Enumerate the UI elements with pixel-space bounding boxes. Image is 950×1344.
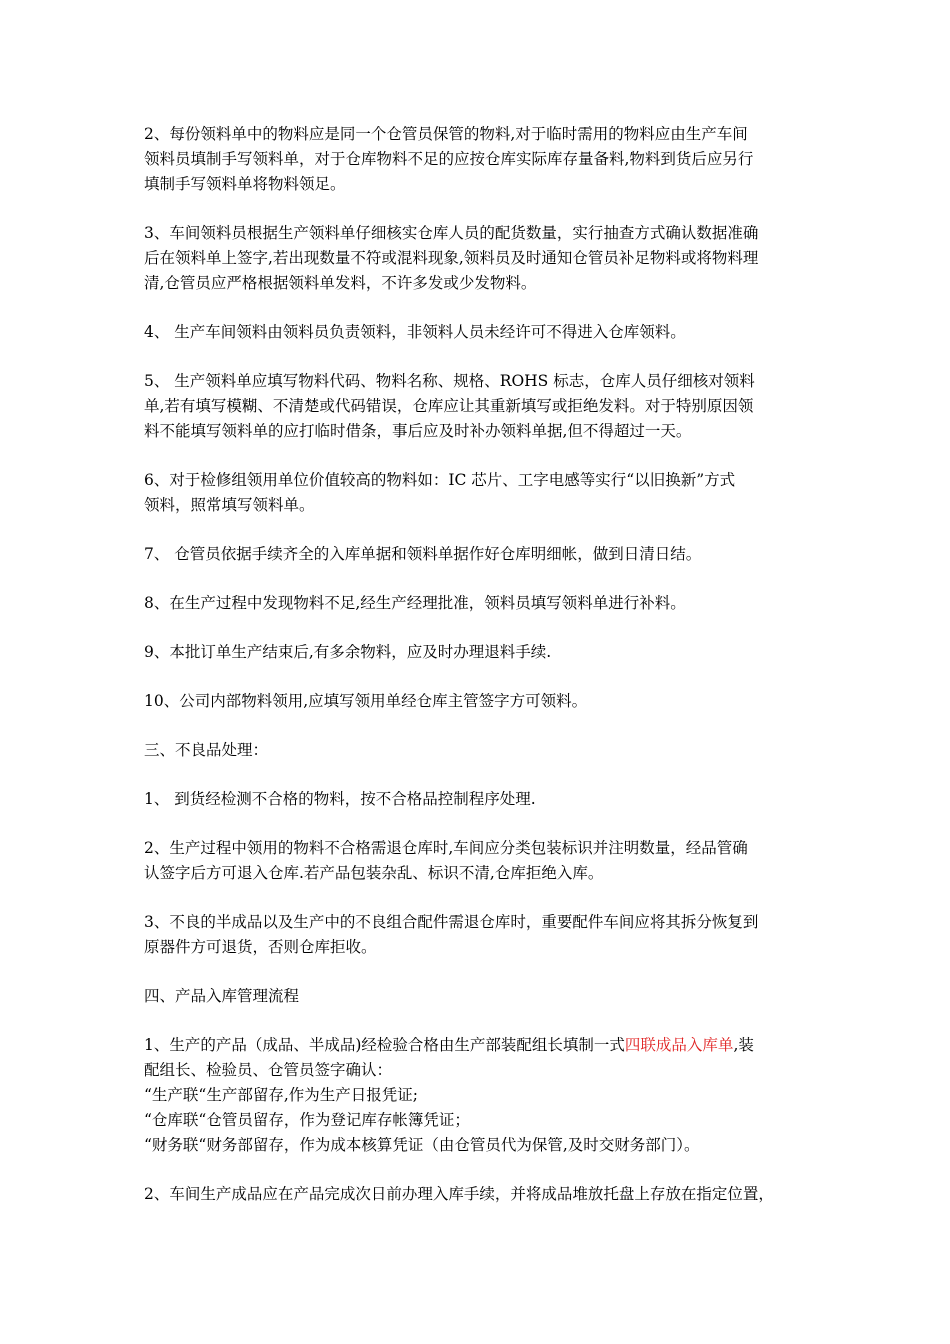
paragraph-line: 清,仓管员应严格根据领料单发料，不许多发或少发物料。 [144, 274, 537, 292]
paragraph [144, 369, 816, 444]
paragraph [144, 836, 816, 886]
paragraph-line: “仓库联“仓管员留存，作为登记库存帐簿凭证； [144, 1111, 470, 1129]
inline-text: ,装 [733, 1036, 754, 1054]
paragraph-line: 2、生产过程中领用的物料不合格需退仓库时,车间应分类包装标识并注明数量，经品管确 [144, 839, 748, 857]
paragraph-finished-goods [144, 1182, 816, 1207]
paragraph [144, 640, 816, 665]
paragraph-line: 三、不良品处理： [144, 741, 269, 759]
paragraph-line: 9、本批订单生产结束后,有多余物料，应及时办理退料手续. [144, 643, 552, 661]
paragraph-line: 四、产品入库管理流程 [144, 987, 300, 1005]
paragraph-inbound-procedure [144, 1033, 816, 1158]
paragraph-line: 7、 仓管员依据手续齐全的入库单据和领料单据作好仓库明细帐，做到日清日结。 [144, 545, 702, 563]
paragraph-line: 认签字后方可退入仓库.若产品包装杂乱、标识不清,仓库拒绝入库。 [144, 864, 604, 882]
paragraph-line: 原器件方可退货，否则仓库拒收。 [144, 938, 377, 956]
paragraph [144, 468, 816, 518]
paragraph [144, 591, 816, 616]
paragraph [144, 738, 816, 763]
paragraph [144, 122, 816, 197]
paragraph-line: 2、每份领料单中的物料应是同一个仓管员保管的物料,对于临时需用的物料应由生产车间 [144, 125, 748, 143]
inline-text: 1、生产的产品（成品、半成品)经检验合格由生产部装配组长填制一式 [144, 1036, 625, 1054]
paragraph [144, 221, 816, 296]
document-body [144, 122, 816, 1009]
paragraph-line: 1、 到货经检测不合格的物料，按不合格品控制程序处理. [144, 790, 536, 808]
paragraph-line: 填制手写领料单将物料领足。 [144, 175, 346, 193]
paragraph-line: 5、 生产领料单应填写物料代码、物料名称、规格、ROHS 标志，仓库人员仔细核对领料 [144, 372, 755, 390]
paragraph-line: 3、车间领料员根据生产领料单仔细核实仓库人员的配货数量，实行抽查方式确认数据准确 [144, 224, 759, 242]
paragraph-line: 3、不良的半成品以及生产中的不良组合配件需退仓库时，重要配件车间应将其拆分恢复到 [144, 913, 759, 931]
paragraph-line: 6、对于检修组领用单位价值较高的物料如：IC 芯片、工字电感等实行“以旧换新”方式 [144, 471, 736, 489]
paragraph-line: 2、车间生产成品应在产品完成次日前办理入库手续，并将成品堆放托盘上存放在指定位置， [144, 1185, 774, 1203]
paragraph-line: 配组长、检验员、仓管员签字确认： [144, 1061, 393, 1079]
paragraph-line: 料不能填写领料单的应打临时借条，事后应及时补办领料单据,但不得超过一天。 [144, 422, 692, 440]
paragraph-line: 领料，照常填写领料单。 [144, 496, 315, 514]
paragraph-line: 后在领料单上签字,若出现数量不符或混料现象,领料员及时通知仓管员补足物料或将物料理 [144, 249, 759, 267]
paragraph-line: 10、公司内部物料领用,应填写领用单经仓库主管签字方可领料。 [144, 692, 588, 710]
paragraph-line: 单,若有填写模糊、不清楚或代码错误，仓库应让其重新填写或拒绝发料。对于特别原因领 [144, 397, 754, 415]
paragraph [144, 689, 816, 714]
paragraph-line: 8、在生产过程中发现物料不足,经生产经理批准，领料员填写领料单进行补料。 [144, 594, 686, 612]
document-page [144, 122, 816, 1231]
paragraph-line: “财务联“财务部留存，作为成本核算凭证（由仓管员代为保管,及时交财务部门）。 [144, 1136, 700, 1154]
paragraph [144, 542, 816, 567]
paragraph-line: 4、 生产车间领料由领料员负责领料，非领料人员未经许可不得进入仓库领料。 [144, 323, 686, 341]
paragraph [144, 787, 816, 812]
paragraph-line: “生产联“生产部留存,作为生产日报凭证; [144, 1086, 418, 1104]
paragraph-line [144, 1033, 816, 1058]
highlighted-form-name: 四联成品入库单 [624, 1036, 734, 1054]
paragraph [144, 320, 816, 345]
paragraph-line: 领料员填制手写领料单，对于仓库物料不足的应按仓库实际库存量备料,物料到货后应另行 [144, 150, 754, 168]
paragraph [144, 984, 816, 1009]
paragraph [144, 910, 816, 960]
